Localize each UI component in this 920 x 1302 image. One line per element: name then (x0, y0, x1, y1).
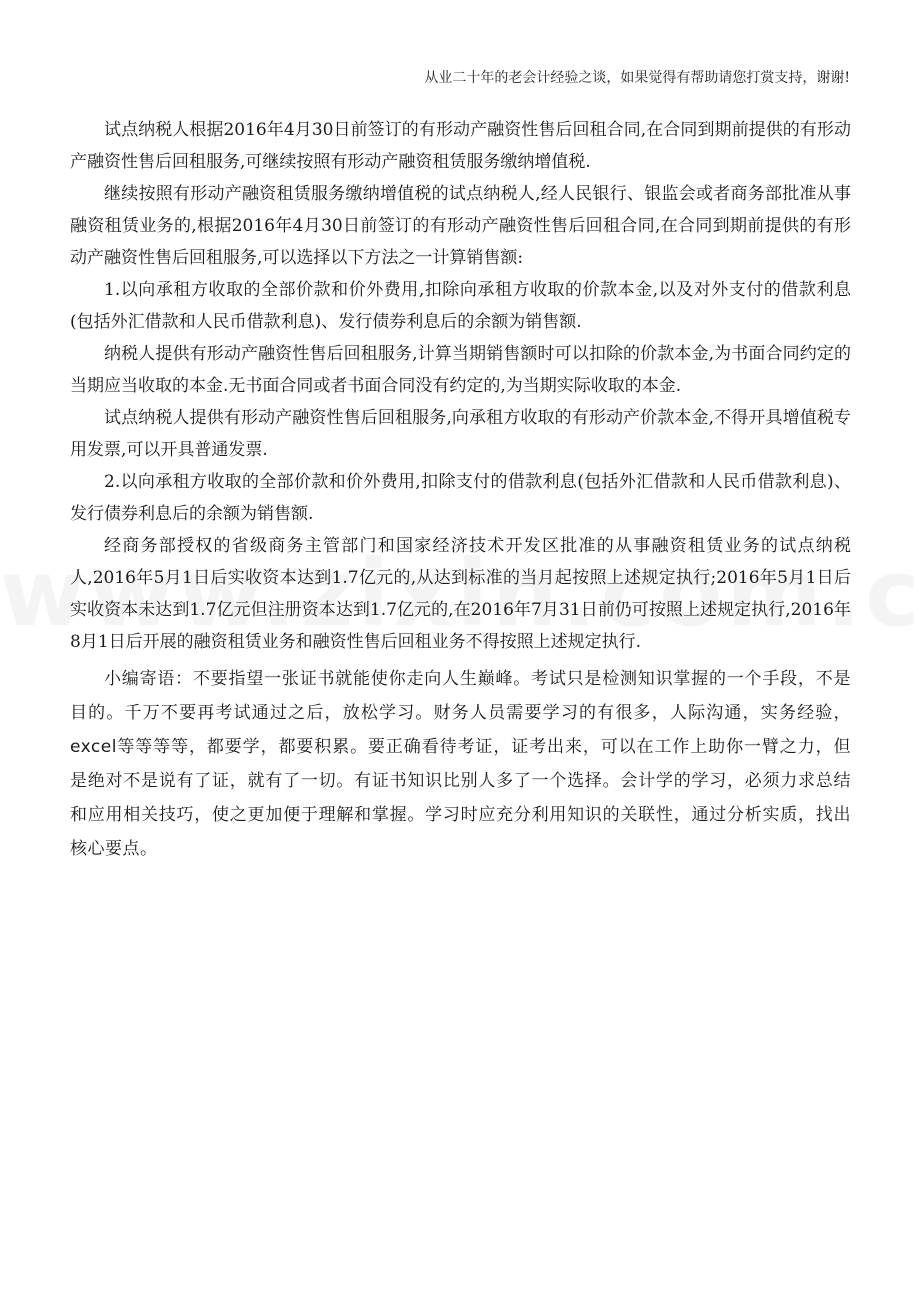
paragraph-2: 继续按照有形动产融资租赁服务缴纳增值税的试点纳税人,经人民银行、银监会或者商务部批准从事融资租赁业务的,根据2016年4月30日前签订的有形动产融资性售后回租合同,在合同到期前提供的有形动产融资性售后回租服务,可以选择以下方法之一计算销售额: (70, 184, 851, 268)
paragraph-1: 试点纳税人根据2016年4月30日前签订的有形动产融资性售后回租合同,在合同到期前提供的有形动产融资性售后回租服务,可继续按照有形动产融资租赁服务缴纳增值税. (70, 120, 851, 172)
header-note: 从业二十年的老会计经验之谈，如果觉得有帮助请您打赏支持，谢谢! (424, 70, 850, 86)
document-body (70, 114, 851, 866)
closing-note: 小编寄语：不要指望一张证书就能使你走向人生巅峰。考试只是检测知识掌握的一个手段，不是目的。千万不要再考试通过之后，放松学习。财务人员需要学习的有很多，人际沟通，实务经验，excel等等等等，都要学，都要积累。要正确看待考证，证考出来，可以在工作上助你一臂之力，但是绝对不是说有了证，就有了一切。有证书知识比别人多了一个选择。会计学的学习，必须力求总结和应用相关技巧，使之更加便于理解和掌握。学习时应充分利用知识的关联性，通过分析实质，找出核心要点。 (70, 669, 851, 859)
paragraph-3: 1.以向承租方收取的全部价款和价外费用,扣除向承租方收取的价款本金,以及对外支付的借款利息(包括外汇借款和人民币借款利息)、发行债券利息后的余额为销售额. (70, 280, 851, 332)
paragraph-6: 2.以向承租方收取的全部价款和价外费用,扣除支付的借款利息(包括外汇借款和人民币借款利息)、发行债券利息后的余额为销售额. (70, 472, 851, 524)
paragraph-7: 经商务部授权的省级商务主管部门和国家经济技术开发区批准的从事融资租赁业务的试点纳税人,2016年5月1日后实收资本达到1.7亿元的,从达到标准的当月起按照上述规定执行;2016年5月1日后实收资本未达到1.7亿元但注册资本达到1.7亿元的,在2016年7月31日前仍可按照上述规定执行,2016年8月1日后开展的融资租赁业务和融资性售后回租业务不得按照上述规定执行. (70, 536, 851, 652)
paragraph-5: 试点纳税人提供有形动产融资性售后回租服务,向承租方收取的有形动产价款本金,不得开具增值税专用发票,可以开具普通发票. (70, 408, 851, 460)
paragraph-4: 纳税人提供有形动产融资性售后回租服务,计算当期销售额时可以扣除的价款本金,为书面合同约定的当期应当收取的本金.无书面合同或者书面合同没有约定的,为当期实际收取的本金. (70, 344, 851, 396)
